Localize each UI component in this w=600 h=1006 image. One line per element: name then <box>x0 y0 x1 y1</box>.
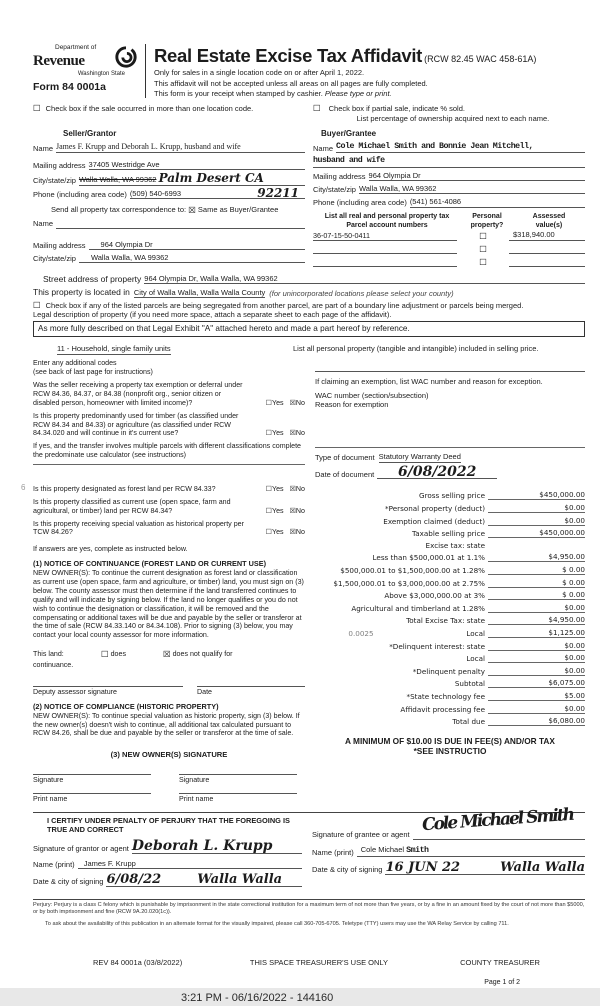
reason-exemption-label: Reason for exemption <box>315 400 389 410</box>
personal-property-checkbox: ☐ <box>479 258 487 269</box>
tax-row <box>315 565 585 575</box>
parcel-table-header <box>313 213 585 231</box>
page-number: Page 1 of 2 <box>484 979 520 987</box>
assessed-value-header: Assessed value(s) <box>532 212 566 229</box>
legal-description-label: Legal description of property (if you need more space, attach a separate sheet to each page of the affidavit). <box>33 310 392 320</box>
seller-city-field <box>79 173 305 185</box>
does-checkbox: ☐ <box>101 650 109 661</box>
revenue-swirl-icon <box>115 46 137 68</box>
certification-section <box>33 804 585 890</box>
tax-row <box>315 666 585 676</box>
seller-city-handwritten: Palm Desert CA <box>158 171 264 186</box>
agency-state-label: Washington State <box>77 70 125 77</box>
no-checkbox: ☒No <box>289 429 305 438</box>
parcel-number-field <box>313 257 457 267</box>
grantor-date-handwritten: 6/08/22 <box>106 872 162 888</box>
rev-number: REV 84 0001a (03/8/2022) <box>93 957 183 967</box>
tax-row <box>315 578 585 588</box>
tax-row <box>315 678 585 688</box>
assessed-value-field <box>509 257 585 267</box>
partial-sale-text: Check box if partial sale, indicate % sold. <box>328 104 465 114</box>
grantor-city-handwritten: Walla Walla <box>197 872 283 888</box>
parcel-numbers-header: List all real and personal property tax Parcel account numbers <box>324 212 450 229</box>
main-columns <box>21 359 585 803</box>
buyer-phone-field: (541) 561-4086 <box>410 197 585 207</box>
alternate-format-note: To ask about the availability of this publication in an alternate format for the visually impaired, please call 360-705-6705. Teletype (TTY) users may use the WA Relay Service by calling 711. <box>45 920 509 927</box>
question-exemption-deferral <box>33 381 305 408</box>
no-checkbox: ☒No <box>289 528 305 537</box>
tax-row-value: $ 0.00 <box>488 590 585 600</box>
tax-row-value: $6,080.00 <box>488 716 585 726</box>
tax-row-value: $4,950.00 <box>488 615 585 625</box>
tax-computation-table <box>315 490 585 726</box>
tax-row-value: $0.00 <box>488 641 585 651</box>
additional-codes-note: (see back of last page for instructions) <box>33 368 153 377</box>
dor-logo <box>33 44 145 98</box>
tax-row-label: $500,000.01 to $1,500,000.00 at 1.28% <box>340 566 485 575</box>
form-subtitle-3 <box>154 89 585 98</box>
tax-row-value: $0.00 <box>488 603 585 613</box>
seller-mailing-field: 37405 Westridge Ave <box>89 160 305 170</box>
tax-row-label: Excise tax: state <box>425 540 485 550</box>
grantor-date-field <box>106 874 302 887</box>
treasurer-space-label: THIS SPACE TREASURER'S USE ONLY <box>249 957 389 967</box>
grantor-signature-label: Signature of grantor or agent <box>33 844 129 854</box>
segregated-label: Check box if any of the listed parcels are being segregated from another parcel, are part of a boundary line adjustment or parcels being merged. <box>45 300 524 310</box>
subtitle-3-text: This form is your receipt when stamped by cashier. <box>154 88 325 98</box>
seller-zip-handwritten: 92211 <box>257 186 299 201</box>
personal-property-checkbox: ☐ <box>479 232 487 243</box>
tax-row <box>315 691 585 701</box>
perjury-note: Perjury: Perjury is a class C felony which is punishable by imprisonment in the state correctional institution for a maximum term of not more than five years, or by a fine in an amount fixed by the court of not more than $5000, or by both imprisonment and fine (RCW 9A.20.020(1c)). <box>33 899 585 916</box>
questions-column <box>21 359 315 803</box>
type-of-document-label: Type of document <box>315 453 375 463</box>
tax-row-label: Agricultural and timberland at 1.28% <box>351 603 485 613</box>
seller-mailing-label: Mailing address <box>33 161 86 170</box>
located-in-field: City of Walla Walla, Walla Walla County <box>133 287 266 297</box>
tax-row <box>315 503 585 513</box>
margin-number: 6 <box>21 482 26 492</box>
minimum-fee-line2: *SEE INSTRUCTIO <box>413 746 487 757</box>
street-address-label: Street address of property <box>43 273 142 284</box>
tax-row-label: *Delinquent interest: state <box>389 641 485 651</box>
tax-row-label: Taxable selling price <box>412 529 485 539</box>
tax-row <box>315 590 585 600</box>
tax-row <box>315 603 585 613</box>
tax-row-value: $0.00 <box>488 503 585 513</box>
claim-exemption-note: If claiming an exemption, list WAC number and reason for exception. <box>315 377 543 387</box>
buyer-heading: Buyer/Grantee <box>321 129 377 138</box>
buyer-name-field-line2: husband and wife <box>313 156 585 167</box>
multi-location-label: Check box if the sale occurred in more than one location code. <box>45 104 254 114</box>
form-subtitle-2: This affidavit will not be accepted unless all areas on all pages are fully completed. <box>154 78 428 88</box>
yes-checkbox: ☐Yes <box>265 398 284 407</box>
no-checkbox: ☒No <box>289 398 305 407</box>
tax-row-label: Total due <box>452 717 485 727</box>
no-checkbox: ☒No <box>289 506 305 515</box>
no-checkbox: ☒No <box>289 484 305 493</box>
seller-phone-field: (509) 540-6993 <box>130 189 305 199</box>
grantee-date-field <box>385 859 585 875</box>
street-address-field: 964 Olympia Dr, Walla Walla, WA 99362 <box>144 274 585 284</box>
tax-row-value: $1,125.00 <box>488 628 585 638</box>
does-not-checkbox: ☒ <box>163 650 171 661</box>
buyer-section <box>313 129 585 270</box>
tax-row-value: $0.00 <box>488 704 585 714</box>
legal-description-field: As more fully described on that Legal Exhibit "A" attached hereto and made a part hereof by reference. <box>33 321 585 337</box>
grantee-printname-label: Name (print) <box>312 847 354 857</box>
parcel-row <box>313 257 585 267</box>
tax-row <box>315 528 585 538</box>
form-rcw-reference: (RCW 82.45 WAC 458-61A) <box>424 54 537 64</box>
parcel-number-field <box>313 244 457 254</box>
agency-dept-label: Department of <box>55 44 97 51</box>
buyer-name-label: Name <box>313 143 334 153</box>
personal-property-header: Personal property? <box>470 212 504 229</box>
notice-continuance-body: NEW OWNER(S): To continue the current designation as forest land or classification as current use (open space, farm and agriculture, or timber) land, you must sign on (3) below. The county assessor must then determine if the land transferred continues to qualify and will indicate by signing below. If the land no longer qualifies or you do not wish to continue the designation or classification, it will be removed and the compensating or additional taxes will be due and payable by the seller or transferor at the time of sale (RCW 84.33.140 or 84.34.108). Prior to signing (3) below, you may contact your local county assessor for more information. <box>33 569 304 640</box>
seller-city-struck: Walla Walla, WA 99362 <box>78 175 157 185</box>
deputy-date-line: Date <box>197 686 305 697</box>
tax-row-value: $0.00 <box>488 653 585 663</box>
grantee-name-first: Cole Michael <box>360 844 407 854</box>
tax-row-value: $450,000.00 <box>488 490 585 500</box>
question-text: Is this property designated as forest land per RCW 84.33? <box>33 484 216 493</box>
tax-row <box>315 716 585 726</box>
form-number: Form 84 0001a <box>33 81 106 94</box>
tax-row <box>315 490 585 500</box>
yes-checkbox: ☐Yes <box>265 506 284 515</box>
buyer-city-label: City/state/zip <box>313 185 356 195</box>
minimum-fee-note <box>315 736 585 757</box>
tax-row-value: $0.00 <box>488 516 585 526</box>
agency-name: Revenue <box>33 53 85 70</box>
buyer-mailing-field: 964 Olympia Dr <box>369 171 585 181</box>
multi-location-checkbox: ☐ <box>33 104 41 115</box>
parcel-row <box>313 230 585 243</box>
tax-row-label: *Personal property (deduct) <box>385 504 485 514</box>
parties-section <box>33 129 585 270</box>
question-historical <box>33 520 305 538</box>
tax-row-label: Local <box>466 654 485 664</box>
does-not-label: does not qualify for <box>172 650 233 659</box>
new-owner-signature-title: (3) NEW OWNER(S) SIGNATURE <box>110 750 228 760</box>
correspondence-row <box>51 205 305 215</box>
correspondence-mailing-field: 964 Olympia Dr <box>89 240 305 250</box>
tax-row <box>315 704 585 714</box>
correspondence-mailing-label: Mailing address <box>33 240 86 250</box>
parcel-number-field: 36-07-15-50-0411 <box>313 231 457 241</box>
tax-row <box>315 552 585 562</box>
grantee-signature-scribble: Cole Michael Smith <box>421 804 574 835</box>
question-forest-land <box>21 482 305 494</box>
grantee-date-handwritten: 16 JUN 22 <box>385 859 461 875</box>
timestamp-stamp: 3:21 PM - 06/16/2022 - 144160 <box>181 991 334 1004</box>
question-text: Is this property predominantly used for timber (as classified under RCW 84.34 and 84.33) or agriculture (as classified under RCW 84.34.020 and will continue in it's current use? <box>33 411 239 438</box>
yes-checkbox: ☐Yes <box>265 484 284 493</box>
tax-row-rate-note: 0.0025 <box>348 628 374 638</box>
notice-continuance-title: (1) NOTICE OF CONTINUANCE (FOREST LAND OR CURRENT USE) <box>33 559 267 569</box>
buyer-city-field: Walla Walla, WA 99362 <box>359 184 585 194</box>
minimum-fee-line1: A MINIMUM OF $10.00 IS DUE IN FEE(S) AND/OR TAX <box>345 736 555 747</box>
question-current-use <box>33 498 305 516</box>
located-in-note: (for unincorporated locations please select your county) <box>269 288 454 298</box>
grantee-city-handwritten: Walla Walla <box>500 859 585 875</box>
tax-row <box>315 615 585 625</box>
grantee-printname-field <box>357 845 585 857</box>
tax-row-value: $6,075.00 <box>488 678 585 688</box>
seller-phone-label: Phone (including area code) <box>33 189 127 199</box>
question-text: Is this property classified as current use (open space, farm and agricultural, or timber) land per RCW 84.34? <box>33 497 231 515</box>
tax-row-value: $ 0.00 <box>488 565 585 575</box>
tax-row-label: Above $3,000,000.00 at 3% <box>384 591 485 601</box>
correspondence-label: Send all property tax correspondence to: <box>51 205 187 215</box>
footer-row <box>33 958 585 967</box>
tax-row-label: Affidavit processing fee <box>400 704 485 714</box>
tax-row-label: *Delinquent penalty <box>412 666 485 676</box>
seller-name-field: James F. Krupp and Deborah L. Krupp, husband and wife <box>56 142 305 153</box>
tax-row <box>315 628 585 638</box>
buyer-phone-label: Phone (including area code) <box>313 198 407 208</box>
correspondence-name-field <box>56 219 305 229</box>
assessed-value-field: $318,940.00 <box>509 230 585 240</box>
correspondence-name-label: Name <box>33 219 54 229</box>
tax-row <box>315 516 585 526</box>
tax-row-label: Subtotal <box>454 679 485 689</box>
tax-row-value: $4,950.00 <box>488 552 585 562</box>
tax-row <box>315 653 585 663</box>
partial-sale-checkbox: ☐ <box>313 104 321 115</box>
correspondence-city-field: Walla Walla, WA 99362 <box>79 253 305 263</box>
tax-row-label: $1,500,000.01 to $3,000,000.00 at 2.75% <box>333 578 485 588</box>
form-header <box>33 44 585 98</box>
does-label: does <box>110 650 126 659</box>
subtitle-3-italic: Please type or print. <box>324 88 392 98</box>
personal-property-note: List all personal property (tangible and intangible) included in selling price. <box>293 343 539 353</box>
land-use-code-field: 11 - Household, single family units <box>57 344 171 355</box>
located-in-label: This property is located in <box>33 287 130 298</box>
continuance-label: continuance. <box>33 660 74 669</box>
tax-row <box>315 541 585 550</box>
owner-printname-row <box>33 793 305 804</box>
grantee-name-last: Smith <box>406 845 429 855</box>
question-text: Was the seller receiving a property tax exemption or deferral under RCW 84.36, 84.37, or 84.38 (nonprofit org., senior citizen or disabled person, homeowner with limited income)? <box>33 381 243 407</box>
yes-checkbox: ☐Yes <box>265 429 284 438</box>
parcel-table <box>313 230 585 269</box>
county-treasurer-label: COUNTY TREASURER <box>460 957 540 967</box>
question-timber-agriculture <box>33 412 305 439</box>
this-land-label: This land: <box>33 650 64 659</box>
tax-row-label: Gross selling price <box>419 491 485 501</box>
deputy-assessor-row <box>33 686 305 697</box>
tax-row-value: $0.00 <box>488 666 585 676</box>
property-section <box>33 274 585 337</box>
grantor-date-label: Date & city of signing <box>33 877 104 887</box>
grantor-printname-label: Name (print) <box>33 859 75 869</box>
date-of-document-label: Date of document <box>315 470 375 480</box>
ownership-percentage-note: List percentage of ownership acquired next to each name. <box>356 113 550 123</box>
date-of-document-field: 6/08/2022 <box>377 466 497 480</box>
owner-printname-line-2: Print name <box>179 793 297 804</box>
title-block <box>145 44 585 98</box>
grantee-certification <box>312 804 585 890</box>
wac-number-label: WAC number (section/subsection) <box>315 390 429 400</box>
tax-row-label: Local <box>466 628 485 638</box>
owner-signature-line-1: Signature <box>33 774 151 785</box>
owner-signature-line-2: Signature <box>179 774 297 785</box>
personal-property-checkbox: ☐ <box>479 245 487 256</box>
tax-column <box>315 359 585 803</box>
seller-name-label: Name <box>33 143 54 153</box>
seller-heading: Seller/Grantor <box>63 129 117 138</box>
tax-row-value <box>488 541 585 550</box>
seller-city-label: City/state/zip <box>33 176 76 186</box>
codes-row <box>33 344 585 355</box>
deputy-assessor-signature-line: Deputy assessor signature <box>33 686 183 697</box>
owner-printname-line-1: Print name <box>33 793 151 804</box>
form-subtitle-1: Only for sales in a single location code on or after April 1, 2022. <box>154 68 365 78</box>
tax-row <box>315 641 585 651</box>
grantor-certification <box>33 816 312 890</box>
tax-row-value: $5.00 <box>488 691 585 701</box>
notice-compliance-body: NEW OWNER(S): To continue special valuation as historic property, sign (3) below. If the new owner(s) doesn't wish to continue, all additional tax calculated pursuant to RCW 84.26, shall be due and payable by the seller or transferor at the time of sale. <box>33 711 300 738</box>
partial-sale-label <box>329 104 550 123</box>
seller-section <box>33 129 313 270</box>
land-qualify-row <box>33 650 305 659</box>
grantee-date-label: Date & city of signing <box>312 865 383 875</box>
tax-row-label: *State technology fee <box>406 691 485 701</box>
notice-compliance-title: (2) NOTICE OF COMPLIANCE (HISTORIC PROPERTY) <box>33 701 219 711</box>
tax-row-label: Exemption claimed (deduct) <box>383 516 485 526</box>
tax-row-value: $450,000.00 <box>488 528 585 538</box>
parcel-row <box>313 244 585 254</box>
certify-statement: I CERTIFY UNDER PENALTY OF PERJURY THAT THE FOREGOING IS TRUE AND CORRECT <box>47 815 290 834</box>
buyer-name-field-line1: Cole Michael Smith and Bonnie Jean Mitchell, <box>336 142 585 153</box>
predominate-use-note: If yes, and the transfer involves multiple parcels with different classifications complete the predominate use calculator (see instructions) <box>33 442 301 460</box>
tax-row-label: Less than $500,000.01 at 1.1% <box>372 553 485 563</box>
yes-checkbox: ☐Yes <box>265 528 284 537</box>
segregated-checkbox: ☐ <box>33 300 41 311</box>
same-as-buyer-label: Same as Buyer/Grantee <box>197 205 279 215</box>
question-text: Is this property receiving special valuation as historical property per TCW 84.26? <box>33 519 244 537</box>
form-title: Real Estate Excise Tax Affidavit <box>154 45 423 66</box>
buyer-mailing-label: Mailing address <box>313 171 366 181</box>
tax-row-value: $ 0.00 <box>488 578 585 588</box>
grantee-signature-label: Signature of grantee or agent <box>312 830 410 840</box>
top-checkbox-row <box>33 104 585 123</box>
same-as-buyer-checkbox: ☒ <box>188 206 196 217</box>
grantor-printname-field: James F. Krupp <box>78 859 302 869</box>
grantor-signature-field: Deborah L. Krupp <box>132 840 302 854</box>
correspondence-city-label: City/state/zip <box>33 254 76 263</box>
personal-property-list-line <box>315 359 585 372</box>
additional-codes-label: Enter any additional codes <box>33 359 117 368</box>
owner-signature-row <box>33 774 305 785</box>
assessed-value-field <box>509 244 585 254</box>
if-answers-yes-note: If answers are yes, complete as instructed below. <box>33 545 188 554</box>
tax-row-label: Total Excise Tax: state <box>406 616 485 626</box>
type-of-document-field: Statutory Warranty Deed <box>378 452 461 462</box>
